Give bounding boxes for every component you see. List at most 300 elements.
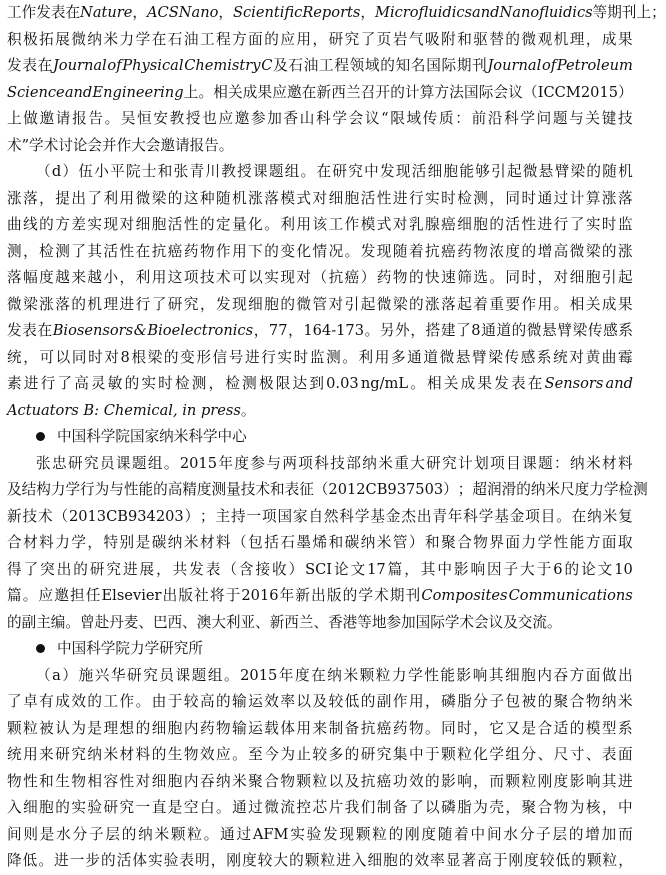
text-run: 超 bbox=[472, 481, 487, 498]
text-run: 知 bbox=[395, 57, 411, 74]
text-run: 164-173 bbox=[303, 322, 365, 339]
text-run: 同 bbox=[505, 189, 521, 207]
text-run: 验 bbox=[87, 799, 102, 816]
text-run: 和 bbox=[157, 163, 173, 180]
text-run: 物 bbox=[216, 719, 231, 737]
text-run: 也 bbox=[202, 110, 217, 127]
text-run: 容 bbox=[103, 772, 119, 790]
text-run: 果 bbox=[477, 375, 492, 392]
italic-text: Petroleum bbox=[556, 57, 633, 74]
italic-text: Physical bbox=[122, 57, 184, 74]
text-run: 而 bbox=[489, 772, 504, 790]
text-run: 灵 bbox=[90, 375, 106, 392]
text-run: 到 bbox=[309, 375, 324, 392]
text-run: 是 bbox=[87, 719, 102, 737]
text-run: 悬 bbox=[455, 348, 471, 366]
text-run: 量 bbox=[226, 481, 241, 498]
text-run: 脂 bbox=[457, 693, 472, 710]
text-run: 学 bbox=[520, 110, 535, 127]
text-run: 米 bbox=[183, 534, 199, 551]
text-run: 学 bbox=[71, 534, 86, 551]
text-run: 型 bbox=[601, 719, 617, 737]
text-run: 的 bbox=[39, 216, 54, 233]
text-run: ， bbox=[156, 560, 171, 578]
text-run: 兰 bbox=[345, 83, 361, 101]
text-run: 统 bbox=[553, 348, 568, 366]
italic-text: Nano bbox=[178, 4, 219, 21]
text-run: 的 bbox=[388, 825, 404, 843]
text-run: 是 bbox=[521, 719, 537, 737]
text-run: 微 bbox=[569, 242, 585, 260]
text-run: 增 bbox=[537, 242, 553, 260]
text-run: 的 bbox=[601, 242, 617, 260]
text-run: 题 bbox=[268, 163, 284, 180]
text-run: 术 bbox=[374, 587, 389, 604]
text-line bbox=[7, 848, 633, 875]
text-run: 细 bbox=[248, 295, 263, 313]
text-run: 响 bbox=[585, 772, 601, 790]
text-run: 药 bbox=[376, 269, 392, 286]
text-run: 刊 bbox=[472, 57, 487, 74]
text-run: ， bbox=[23, 242, 38, 260]
text-run: 尺 bbox=[553, 746, 569, 763]
text-run: 同 bbox=[505, 269, 521, 286]
text-run: 理 bbox=[103, 295, 119, 313]
text-run: 对 bbox=[328, 295, 344, 313]
text-run: 山 bbox=[299, 110, 315, 127]
text-run: 论 bbox=[334, 560, 349, 578]
text-run: ， bbox=[208, 375, 224, 392]
text-run: 的 bbox=[124, 375, 140, 392]
text-run: 变 bbox=[280, 242, 295, 260]
text-line bbox=[7, 212, 633, 239]
text-run: 通 bbox=[407, 348, 422, 366]
text-run: 。 bbox=[22, 587, 38, 604]
text-run: 癌 bbox=[376, 772, 392, 790]
text-run: 颗 bbox=[304, 852, 320, 869]
text-run: 差 bbox=[71, 216, 86, 233]
text-run: 、 bbox=[537, 746, 553, 763]
text-run: 药 bbox=[199, 719, 215, 737]
text-run: 等 bbox=[592, 4, 608, 21]
text-run: 关 bbox=[227, 83, 243, 101]
text-run: 变 bbox=[180, 348, 195, 366]
text-run: 课 bbox=[115, 454, 131, 472]
text-run: 测 bbox=[7, 242, 22, 260]
text-run: 的 bbox=[521, 242, 537, 260]
text-run: 通 bbox=[481, 322, 496, 339]
text-run: 方 bbox=[434, 83, 450, 101]
text-run: 低 bbox=[555, 852, 571, 869]
text-run: 恒 bbox=[137, 110, 152, 127]
text-run: 法 bbox=[449, 83, 464, 101]
bullet-icon bbox=[36, 432, 45, 441]
text-run: 利 bbox=[135, 269, 151, 286]
italic-text: Engineering bbox=[92, 83, 184, 101]
text-run: 研 bbox=[167, 295, 183, 313]
text-run: 表 bbox=[22, 57, 37, 74]
text-run: 其 bbox=[488, 666, 504, 684]
text-run: 于 bbox=[225, 587, 241, 604]
text-run: （ bbox=[232, 534, 247, 551]
text-run: 够 bbox=[475, 163, 490, 180]
text-run: 分 bbox=[72, 825, 88, 843]
text-run: 胞 bbox=[473, 216, 488, 233]
text-run: 了 bbox=[23, 560, 39, 578]
text-run: ， bbox=[585, 30, 601, 48]
text-run: 行 bbox=[553, 216, 569, 233]
text-run: 。 bbox=[163, 454, 179, 472]
text-run: 担 bbox=[70, 587, 85, 604]
text-run: 研 bbox=[328, 30, 344, 48]
text-run: 小 bbox=[103, 269, 119, 286]
text-run: 告 bbox=[88, 110, 103, 127]
text-run: 微 bbox=[521, 30, 537, 48]
text-run: 入 bbox=[7, 799, 22, 816]
text-run: 对 bbox=[296, 269, 312, 286]
text-run: 发 bbox=[189, 560, 204, 578]
text-run: （ bbox=[36, 666, 51, 684]
text-run: 对 bbox=[553, 269, 569, 286]
text-run: 8 bbox=[471, 322, 481, 339]
italic-text: Actuators B: Chemical, in press bbox=[7, 401, 241, 419]
text-run: 于 bbox=[492, 852, 508, 869]
text-run: 以 bbox=[248, 269, 263, 286]
text-run: 尺 bbox=[560, 481, 575, 498]
text-run: 了 bbox=[87, 189, 102, 207]
text-run: 力 bbox=[391, 666, 407, 684]
text-run: 作 bbox=[521, 295, 537, 313]
text-run: 出 bbox=[311, 587, 326, 604]
text-run: 通 bbox=[232, 799, 247, 816]
text-run: 学 bbox=[332, 110, 347, 127]
text-run: 纳 bbox=[360, 534, 376, 551]
text-line bbox=[7, 689, 633, 716]
text-run: 实 bbox=[277, 348, 293, 366]
text-run: 微 bbox=[7, 295, 22, 313]
text-run: 际 bbox=[441, 57, 457, 74]
text-run: 纳 bbox=[530, 481, 546, 498]
text-run: 润 bbox=[486, 481, 502, 498]
text-run: 限 bbox=[390, 110, 405, 127]
text-run: 测 bbox=[55, 242, 70, 260]
italic-text: Nanofluidics bbox=[499, 4, 593, 21]
text-run: 形 bbox=[196, 348, 211, 366]
text-run: 实 bbox=[71, 799, 86, 816]
text-run: 组 bbox=[207, 666, 223, 684]
text-run: 用 bbox=[408, 693, 424, 710]
text-run: 涨 bbox=[425, 295, 440, 313]
text-run: 芯 bbox=[312, 799, 328, 816]
text-run: 2012CB937503 bbox=[328, 481, 444, 498]
text-run: 包 bbox=[248, 534, 263, 551]
text-run: 的 bbox=[425, 772, 440, 790]
text-run: 出 bbox=[416, 507, 432, 525]
text-run: 的 bbox=[408, 295, 424, 313]
text-run: 微 bbox=[296, 295, 312, 313]
text-run: 模 bbox=[585, 719, 601, 737]
text-run: 来 bbox=[312, 719, 328, 737]
text-run: 刚 bbox=[404, 825, 420, 843]
text-run: 的 bbox=[342, 587, 358, 604]
text-run: 细 bbox=[151, 719, 167, 737]
text-run: 癌 bbox=[167, 242, 183, 260]
text-run: 梁 bbox=[570, 163, 586, 180]
text-run: 实 bbox=[87, 216, 102, 233]
text-run: 胞 bbox=[167, 719, 183, 737]
text-run: 抗 bbox=[151, 242, 167, 260]
text-run: 至 bbox=[248, 746, 263, 763]
text-run: 用 bbox=[232, 242, 247, 260]
text-run: 问 bbox=[536, 110, 552, 127]
text-run: 利 bbox=[358, 348, 374, 366]
text-run: 备 bbox=[344, 719, 360, 737]
text-run: 界 bbox=[489, 534, 504, 551]
text-run: 测 bbox=[633, 481, 648, 498]
text-run: 胞 bbox=[443, 163, 459, 180]
text-run: 吞 bbox=[199, 772, 215, 790]
text-run: 合 bbox=[264, 772, 279, 790]
italic-text: and bbox=[64, 83, 93, 101]
text-run: 水 bbox=[503, 825, 518, 843]
italic-text: C bbox=[261, 57, 273, 74]
text-run: 药 bbox=[183, 242, 199, 260]
text-run: 的 bbox=[101, 852, 116, 869]
text-run: 道 bbox=[423, 348, 438, 366]
text-run: 金 bbox=[385, 507, 401, 525]
text-run: 现 bbox=[232, 295, 247, 313]
text-run: 腺 bbox=[425, 216, 440, 233]
text-run: 小 bbox=[94, 163, 109, 180]
text-run: 成 bbox=[55, 693, 70, 710]
text-run: 我 bbox=[344, 799, 360, 816]
text-run: （ bbox=[312, 269, 328, 286]
text-run: 空 bbox=[183, 799, 199, 816]
text-run: 香 bbox=[283, 110, 299, 127]
text-run: 做 bbox=[23, 110, 38, 127]
text-run: ， bbox=[119, 269, 135, 286]
text-run: 起 bbox=[360, 295, 376, 313]
text-run: 以 bbox=[328, 772, 344, 790]
text-run: 算 bbox=[419, 83, 435, 101]
text-run: 较 bbox=[183, 693, 199, 710]
text-run: 较 bbox=[312, 746, 328, 763]
text-run: 测 bbox=[191, 375, 207, 392]
text-run: 的副主编。曾赴丹麦、巴西、澳大利亚、新西兰、香港等地参加国际学术会议及交流。 bbox=[7, 613, 562, 631]
bullet-icon bbox=[36, 644, 45, 653]
text-run: 运 bbox=[248, 719, 263, 737]
text-run: 子 bbox=[536, 825, 551, 843]
text-run: 进 bbox=[119, 295, 135, 313]
text-run: 油 bbox=[303, 57, 319, 74]
text-run: 目 bbox=[506, 454, 521, 472]
text-run: ， bbox=[132, 4, 148, 21]
text-run: 拓 bbox=[39, 30, 54, 48]
text-run: 的 bbox=[87, 693, 102, 710]
text-run: 中 bbox=[470, 825, 486, 843]
text-run: 国 bbox=[463, 83, 479, 101]
text-run: 邀 bbox=[54, 587, 69, 604]
text-run: ， bbox=[489, 189, 504, 207]
text-run: 进 bbox=[617, 772, 633, 790]
text-run: 研 bbox=[426, 454, 441, 472]
text-run: 的 bbox=[121, 825, 137, 843]
text-run: 对 bbox=[312, 189, 328, 207]
text-run: 加 bbox=[601, 825, 617, 843]
text-run: 来 bbox=[39, 746, 54, 763]
text-run: 模 bbox=[280, 189, 295, 207]
text-run: 今 bbox=[264, 746, 279, 763]
text-run: 邀 bbox=[234, 110, 250, 127]
text-run: 参 bbox=[250, 110, 266, 127]
text-run: 材 bbox=[199, 534, 215, 551]
italic-text: ACS bbox=[147, 4, 179, 21]
text-run: 涨 bbox=[248, 189, 263, 207]
text-run: 测 bbox=[473, 189, 488, 207]
text-run: 自 bbox=[308, 507, 324, 525]
italic-text: and bbox=[472, 4, 500, 21]
text-run: 曲 bbox=[601, 348, 617, 366]
text-run: 吞 bbox=[553, 666, 569, 684]
text-run: 它 bbox=[489, 719, 504, 737]
text-run: 了 bbox=[71, 242, 86, 260]
text-run: 2015 bbox=[179, 454, 217, 472]
text-run: 学 bbox=[354, 507, 370, 525]
text-run: 筛 bbox=[457, 269, 472, 286]
text-run: 落 bbox=[55, 295, 70, 313]
text-run: 在 bbox=[571, 507, 587, 525]
text-line bbox=[7, 822, 633, 849]
text-run: 粒 bbox=[521, 772, 537, 790]
text-run: ， bbox=[23, 348, 38, 366]
text-run: 检 bbox=[225, 375, 240, 392]
text-run: 被 bbox=[39, 719, 54, 737]
text-run: 果 bbox=[617, 30, 633, 48]
text-run: 包 bbox=[505, 693, 521, 710]
text-run: 壳 bbox=[489, 799, 504, 816]
text-run: 理 bbox=[569, 30, 585, 48]
text-run: 特 bbox=[103, 534, 119, 551]
text-run: 作 bbox=[344, 216, 360, 233]
text-run: 会 bbox=[493, 83, 509, 101]
text-run: 梁 bbox=[488, 348, 503, 366]
text-run: 年 bbox=[279, 587, 295, 604]
text-run: 癌 bbox=[441, 216, 456, 233]
text-line bbox=[7, 292, 633, 319]
text-run: 备 bbox=[392, 799, 408, 816]
text-run: 研 bbox=[332, 163, 347, 180]
text-run: 。 bbox=[556, 507, 571, 525]
text-run: 浓 bbox=[489, 242, 504, 260]
text-run: 施 bbox=[78, 666, 94, 684]
text-run: 料 bbox=[135, 746, 151, 763]
text-run: 现 bbox=[339, 825, 355, 843]
text-run: 细 bbox=[367, 852, 383, 869]
text-run: 物 bbox=[199, 242, 215, 260]
text-run: 的 bbox=[408, 269, 424, 286]
text-run: 性 bbox=[23, 772, 38, 790]
text-run: 大 bbox=[273, 852, 289, 869]
text-run: 对 bbox=[119, 216, 135, 233]
text-run: 。 bbox=[364, 322, 380, 339]
text-run: 监 bbox=[617, 216, 633, 233]
text-run: 刚 bbox=[508, 852, 524, 869]
text-run: 附 bbox=[441, 30, 456, 48]
text-run: 课 bbox=[522, 454, 537, 472]
text-run: 测 bbox=[242, 375, 257, 392]
text-run: 机 bbox=[618, 163, 633, 180]
text-run: 癌 bbox=[376, 719, 392, 737]
text-run: 聚 bbox=[553, 693, 569, 710]
text-run: 度 bbox=[242, 852, 257, 869]
text-run: 的 bbox=[163, 348, 179, 366]
text-run: 进 bbox=[336, 852, 351, 869]
text-run: 研 bbox=[67, 454, 83, 472]
text-run: 键 bbox=[601, 110, 617, 127]
text-run: “ bbox=[381, 110, 389, 127]
text-run: 方 bbox=[585, 534, 601, 551]
text-run: 面 bbox=[601, 534, 617, 551]
text-run: 发 bbox=[360, 242, 376, 260]
text-run: 落 bbox=[23, 189, 38, 207]
text-run: 项 bbox=[183, 269, 199, 286]
text-run: 颗 bbox=[355, 825, 371, 843]
text-run: 质 bbox=[439, 110, 454, 127]
text-run: 化 bbox=[248, 216, 263, 233]
text-run: 度 bbox=[234, 454, 249, 472]
text-run: 流 bbox=[280, 799, 295, 816]
text-run: 增 bbox=[585, 825, 600, 843]
text-run: ， bbox=[39, 189, 54, 207]
text-run: 以 bbox=[55, 348, 71, 366]
text-run: 。 bbox=[216, 799, 231, 816]
text-run: 落 bbox=[7, 269, 22, 286]
text-run: 77 bbox=[268, 322, 288, 339]
text-run: 实 bbox=[425, 189, 440, 207]
text-run: 实 bbox=[148, 852, 163, 869]
text-run: 加 bbox=[267, 110, 282, 127]
text-run: 篇 bbox=[7, 587, 22, 604]
text-run: 表 bbox=[205, 560, 221, 578]
text-run: 伍 bbox=[78, 163, 93, 180]
text-run: 建 bbox=[440, 322, 456, 339]
text-run: 17 bbox=[367, 560, 386, 578]
text-run: 抗 bbox=[328, 269, 344, 286]
text-run: 臂 bbox=[472, 348, 487, 366]
text-run: 表 bbox=[510, 375, 526, 392]
text-run: 粒 bbox=[187, 825, 202, 843]
text-run: 纳 bbox=[587, 507, 602, 525]
text-run: 吸 bbox=[425, 30, 440, 48]
text-run: 纳 bbox=[167, 534, 183, 551]
text-run: 这 bbox=[167, 269, 183, 286]
text-run: 高 bbox=[167, 481, 183, 498]
text-run: 时 bbox=[441, 189, 456, 207]
text-run: 新 bbox=[316, 83, 332, 101]
text-run: 胞 bbox=[344, 189, 360, 207]
text-run: 式 bbox=[296, 189, 312, 207]
text-line bbox=[7, 742, 633, 769]
text-run: ， bbox=[425, 693, 440, 710]
text-line bbox=[7, 451, 633, 478]
text-run: 梁 bbox=[23, 295, 38, 313]
text-run: 是 bbox=[39, 825, 55, 843]
text-run: 起 bbox=[617, 269, 633, 286]
text-run: 粒 bbox=[602, 852, 618, 869]
text-run: 刚 bbox=[537, 772, 553, 790]
text-run: 高 bbox=[477, 852, 492, 869]
italic-text: Reports bbox=[302, 4, 361, 21]
